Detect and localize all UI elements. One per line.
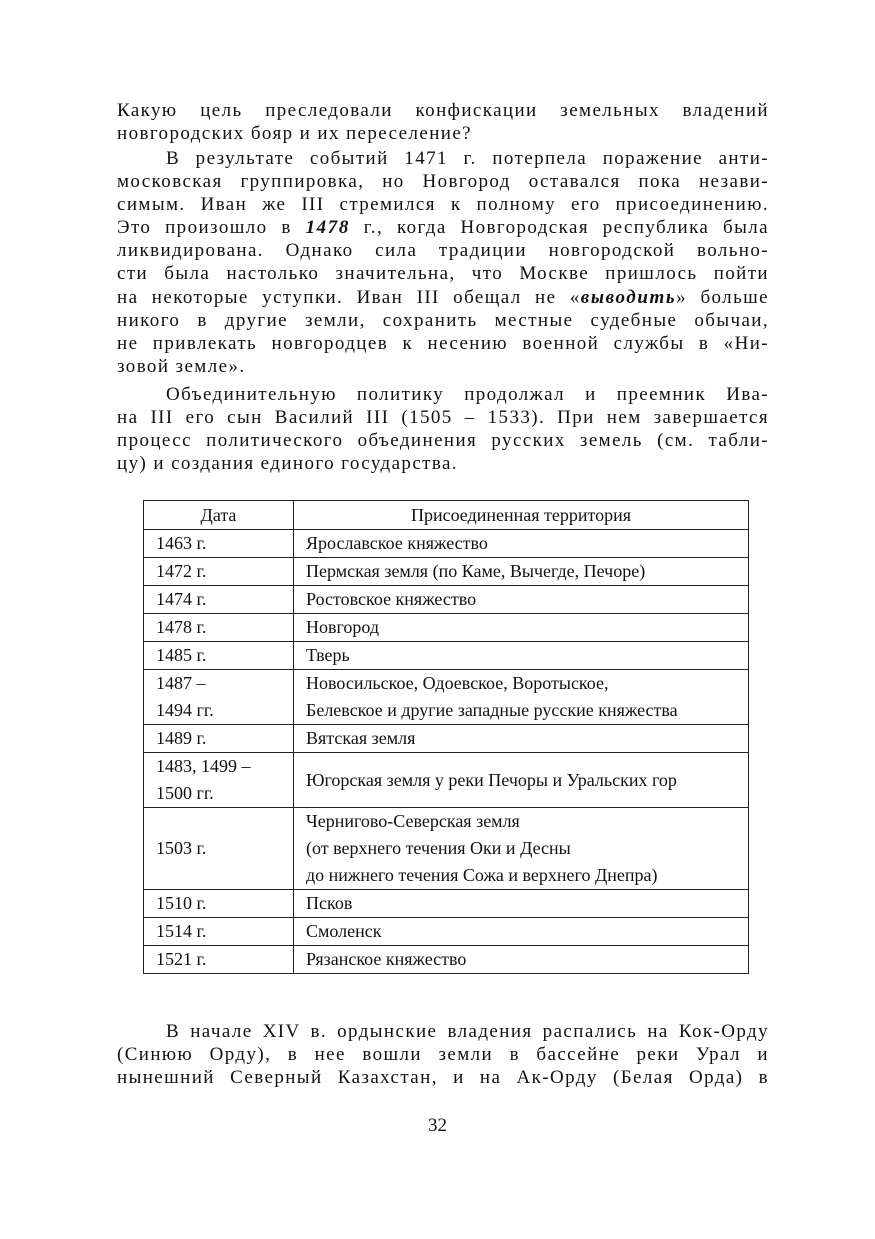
territory-cell — [294, 530, 749, 558]
table-row — [144, 918, 749, 946]
text-line: никого в другие земли, сохранить местные судебные обычаи, — [117, 309, 769, 331]
territory-cell-line: Вятская земля — [306, 728, 416, 748]
table-row — [144, 614, 749, 642]
date-cell-line: 1500 гг. — [156, 783, 214, 803]
paragraph-vasily — [117, 383, 769, 475]
territories-table — [143, 500, 749, 974]
table-row — [144, 558, 749, 586]
table-body — [144, 530, 749, 974]
text-line: московская группировка, но Новгород оставался пока незави- — [117, 171, 769, 193]
text-line: (Синюю Орду), в нее вошли земли в бассейне реки Урал и — [117, 1044, 769, 1066]
territory-cell — [294, 614, 749, 642]
territory-cell-line: Рязанское княжество — [306, 949, 467, 969]
text-line: сти была настолько значительна, что Москве пришлось пойти — [117, 263, 769, 285]
territory-cell — [294, 642, 749, 670]
date-cell-line: 1503 г. — [156, 838, 207, 858]
paragraph-novgorod — [117, 147, 769, 378]
table-row — [144, 890, 749, 918]
table-header-row — [144, 501, 749, 530]
question-paragraph — [117, 99, 769, 145]
date-cell-line: 1463 г. — [156, 533, 207, 553]
date-cell — [144, 614, 294, 642]
territory-cell-line: Тверь — [306, 645, 350, 665]
page-number: 32 — [428, 1115, 447, 1136]
territory-cell-line: Новгород — [306, 617, 380, 637]
territory-cell-line: (от верхнего течения Оки и Десны — [306, 838, 571, 858]
date-cell-line: 1514 г. — [156, 921, 207, 941]
territory-cell — [294, 586, 749, 614]
table-row — [144, 725, 749, 753]
table-row — [144, 530, 749, 558]
date-cell — [144, 530, 294, 558]
table-row — [144, 753, 749, 808]
date-cell-line: 1489 г. — [156, 728, 207, 748]
text-line — [117, 286, 769, 309]
date-cell-line: 1521 г. — [156, 949, 207, 969]
text-line: симым. Иван же III стремился к полному его присоединению. — [117, 194, 769, 216]
territory-cell — [294, 670, 749, 725]
territory-cell — [294, 753, 749, 808]
territory-cell — [294, 558, 749, 586]
text-line: на III его сын Василий III (1505 – 1533). При нем завершается — [117, 407, 769, 429]
territory-cell-line: Новосильское, Одоевское, Воротыское, — [306, 673, 609, 693]
table-row — [144, 642, 749, 670]
date-cell-line: 1483, 1499 – — [156, 756, 251, 776]
date-cell-line: 1487 – — [156, 673, 206, 693]
date-cell-line: 1478 г. — [156, 617, 207, 637]
territory-cell-line: Смоленск — [306, 921, 382, 941]
date-cell-line: 1472 г. — [156, 561, 207, 581]
territory-cell — [294, 946, 749, 974]
date-cell — [144, 586, 294, 614]
text-span: » больше — [676, 286, 769, 308]
text-line: процесс политического объединения русских земель (см. табли- — [117, 430, 769, 452]
column-header-territory: Присоединенная территория — [294, 501, 749, 530]
date-cell — [144, 642, 294, 670]
emphasis-year: 1478 — [305, 217, 350, 239]
date-cell — [144, 670, 294, 725]
territory-cell-line: до нижнего течения Сожа и верхнего Днепра) — [306, 865, 658, 885]
text-line: Какую цель преследовали конфискации земельных владений — [117, 100, 769, 121]
date-cell — [144, 725, 294, 753]
table-row — [144, 670, 749, 725]
territory-cell — [294, 808, 749, 890]
text-line: нынешний Северный Казахстан, и на Ак-Орду (Белая Орда) в — [117, 1067, 769, 1089]
table-row — [144, 586, 749, 614]
text-line: цу) и создания единого государства. — [117, 453, 458, 475]
territory-cell-line: Ростовское княжество — [306, 589, 477, 609]
territory-cell-line: Псков — [306, 893, 353, 913]
date-cell — [144, 558, 294, 586]
text-line: Объединительную политику продолжал и преемник Ива- — [166, 384, 769, 405]
emphasis-term: выводить — [580, 286, 677, 308]
date-cell-line: 1510 г. — [156, 893, 207, 913]
date-cell — [144, 808, 294, 890]
text-span: г., когда Новгородская республика была — [349, 217, 770, 239]
territory-cell-line: Белевское и другие западные русские княжества — [306, 700, 678, 720]
text-line: новгородских бояр и их переселение? — [117, 123, 473, 145]
text-line: В начале XIV в. ордынские владения распались на Кок-Орду — [166, 1021, 769, 1042]
text-line: ликвидирована. Однако сила традиции новгородской вольно- — [117, 240, 769, 262]
date-cell-line: 1494 гг. — [156, 700, 214, 720]
paragraph-horde — [117, 1020, 769, 1089]
territory-cell — [294, 918, 749, 946]
column-header-date: Дата — [144, 501, 294, 530]
territory-cell-line: Чернигово-Северская земля — [306, 811, 520, 831]
date-cell-line: 1474 г. — [156, 589, 207, 609]
date-cell — [144, 890, 294, 918]
table-row — [144, 808, 749, 890]
text-span: на некоторые уступки. Иван III обещал не « — [117, 286, 581, 308]
territory-cell — [294, 890, 749, 918]
table-row — [144, 946, 749, 974]
date-cell — [144, 918, 294, 946]
territory-cell-line: Югорская земля у реки Печоры и Уральских гор — [306, 769, 677, 790]
text-line — [117, 216, 769, 239]
territory-cell-line: Ярославское княжество — [306, 533, 488, 553]
text-span: Это произошло в — [117, 217, 306, 239]
text-line: зовой земле». — [117, 355, 246, 377]
territory-cell-line: Пермская земля (по Каме, Вычегде, Печоре) — [306, 561, 646, 581]
date-cell-line: 1485 г. — [156, 645, 207, 665]
territory-cell — [294, 725, 749, 753]
text-line: В результате событий 1471 г. потерпела поражение анти- — [166, 148, 769, 169]
text-line: не привлекать новгородцев к несению военной службы в «Ни- — [117, 332, 769, 354]
date-cell — [144, 753, 294, 808]
date-cell — [144, 946, 294, 974]
